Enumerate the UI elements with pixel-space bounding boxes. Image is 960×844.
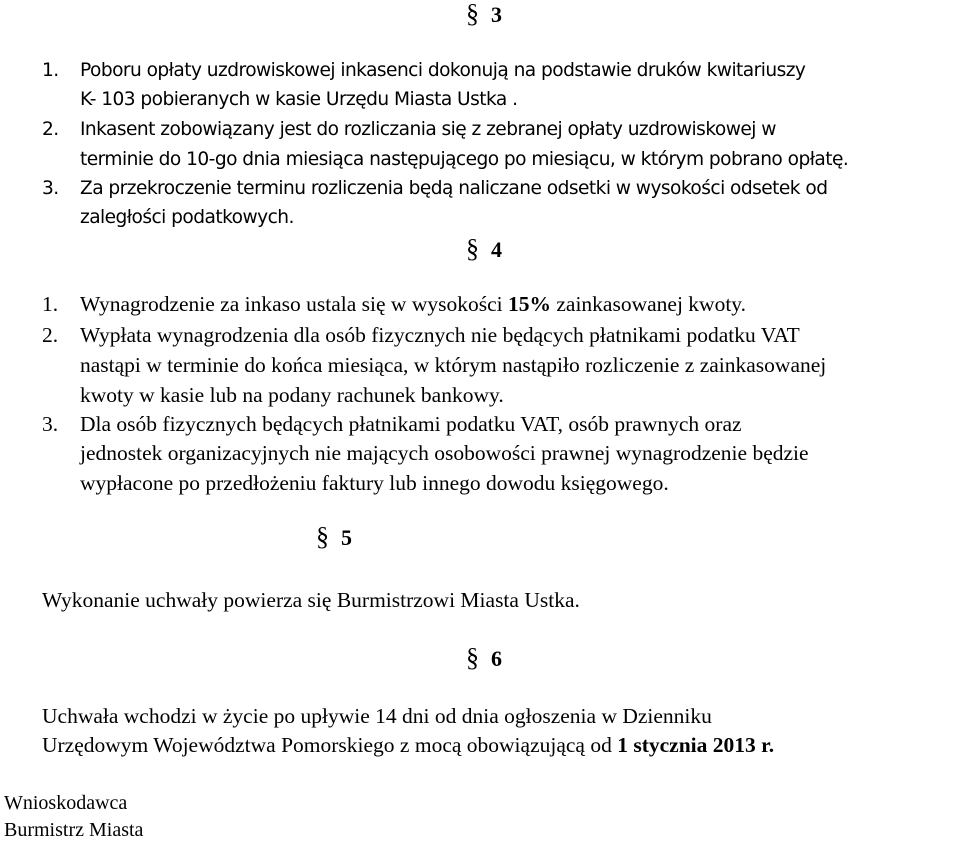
section-3-heading bbox=[466, 0, 502, 29]
s3-item-2-text-1: Inkasent zobowiązany jest do rozliczania się z zebranej opłaty uzdrowiskowej w bbox=[80, 119, 776, 140]
s4-item-1-percentage: 15% bbox=[507, 292, 551, 316]
section-5-number: 5 bbox=[341, 525, 352, 550]
section-symbol: § bbox=[466, 0, 479, 28]
s3-item-2-line-1 bbox=[42, 116, 776, 144]
s6-line-2 bbox=[42, 731, 774, 759]
footer-line-1 bbox=[4, 789, 127, 817]
s3-item-2-line-2 bbox=[80, 146, 848, 174]
s4-item-2-line-3 bbox=[80, 381, 504, 409]
s3-item-3-line-2 bbox=[80, 204, 294, 232]
s4-item-2-text-2: nastąpi w terminie do końca miesiąca, w którym nastąpiło rozliczenie z zainkasowanej bbox=[80, 353, 827, 377]
footer-applicant: Wnioskodawca bbox=[4, 792, 128, 814]
s4-item-2-line-1 bbox=[42, 321, 800, 349]
s3-item-3-text-1: Za przekroczenie terminu rozliczenia będą naliczane odsetki w wysokości odsetek od bbox=[80, 178, 828, 199]
s4-item-3-line-2 bbox=[80, 439, 809, 467]
s4-item-1-text-before: Wynagrodzenie za inkaso ustala się w wysokości bbox=[80, 292, 508, 316]
s4-item-3-text-2: jednostek organizacyjnych nie mających osobowości prawnej wynagrodzenie będzie bbox=[80, 441, 809, 465]
s3-item-3-number: 3. bbox=[42, 178, 59, 199]
s3-item-3-line-1 bbox=[42, 175, 827, 203]
s6-text-1: Uchwała wchodzi w życie po upływie 14 dni od dnia ogłoszenia w Dzienniku bbox=[42, 704, 712, 728]
s4-item-3-line-1 bbox=[42, 410, 742, 438]
s3-item-2-text-2: terminie do 10-go dnia miesiąca następującego po miesiącu, w którym pobrano opłatę. bbox=[80, 149, 849, 170]
s3-item-1-text-2: K- 103 pobieranych w kasie Urzędu Miasta Ustka . bbox=[80, 89, 518, 110]
s4-item-3-number: 3. bbox=[42, 412, 59, 436]
section-6-number: 6 bbox=[491, 646, 502, 671]
section-3-number: 3 bbox=[491, 2, 502, 27]
s3-item-1-line-1 bbox=[42, 57, 805, 85]
s4-item-1 bbox=[42, 290, 746, 318]
s6-line-1 bbox=[42, 702, 712, 730]
s3-item-1-line-2 bbox=[80, 86, 517, 114]
section-4-heading bbox=[466, 235, 502, 264]
s4-item-1-text-after: zainkasowanej kwoty. bbox=[550, 292, 747, 316]
section-6-heading bbox=[466, 644, 502, 673]
s4-item-3-text-3: wypłacone po przedłożeniu faktury lub innego dowodu księgowego. bbox=[80, 471, 669, 495]
s4-item-3-text-1: Dla osób fizycznych będących płatnikami podatku VAT, osób prawnych oraz bbox=[80, 412, 742, 436]
s5-text bbox=[42, 586, 580, 614]
s4-item-3-line-3 bbox=[80, 469, 669, 497]
s4-item-2-line-2 bbox=[80, 351, 826, 379]
s3-item-3-text-2: zaległości podatkowych. bbox=[80, 207, 294, 228]
section-symbol: § bbox=[466, 643, 479, 672]
section-4-number: 4 bbox=[491, 237, 502, 262]
s3-item-1-number: 1. bbox=[42, 60, 59, 81]
s4-item-2-text-1: Wypłata wynagrodzenia dla osób fizycznych nie będących płatnikami podatku VAT bbox=[80, 323, 800, 347]
section-symbol: § bbox=[466, 234, 479, 263]
s4-item-2-number: 2. bbox=[42, 323, 59, 347]
section-symbol: § bbox=[316, 522, 329, 551]
footer-mayor: Burmistrz Miasta bbox=[4, 819, 144, 841]
footer-line-2 bbox=[4, 816, 143, 844]
s5-text-content: Wykonanie uchwały powierza się Burmistrzowi Miasta Ustka. bbox=[42, 588, 580, 612]
s6-text-2: Urzędowym Województwa Pomorskiego z mocą obowiązującą od bbox=[42, 733, 618, 757]
s3-item-2-number: 2. bbox=[42, 119, 59, 140]
s3-item-1-text-1: Poboru opłaty uzdrowiskowej inkasenci dokonują na podstawie druków kwitariuszy bbox=[80, 60, 806, 81]
s4-item-2-text-3: kwoty w kasie lub na podany rachunek bankowy. bbox=[80, 383, 504, 407]
section-5-heading bbox=[316, 523, 352, 552]
s6-effective-date: 1 stycznia 2013 r. bbox=[617, 733, 775, 757]
s4-item-1-number: 1. bbox=[42, 292, 59, 316]
